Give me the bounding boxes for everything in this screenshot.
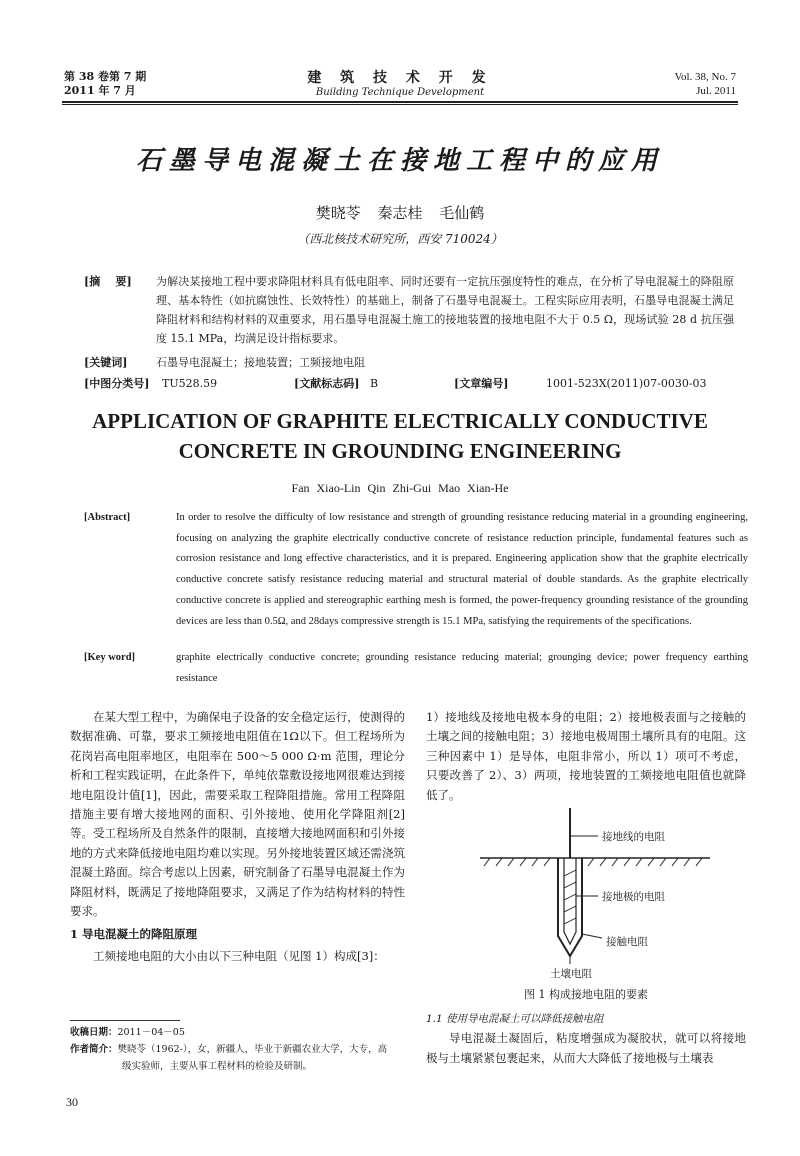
article-no-label: [文章编号] <box>454 377 509 390</box>
journal-name-en: Building Technique Development <box>315 87 485 98</box>
abstract-cn-label: [摘 要] <box>84 275 132 288</box>
clc-value: TU528.59 <box>162 377 218 390</box>
journal-issue-en <box>674 70 736 98</box>
footnote <box>70 1024 405 1075</box>
authors-en: Fan Xiao-Lin Qin Zhi-Gui Mao Xian-He <box>291 481 509 495</box>
page-number: 30 <box>66 1095 78 1109</box>
clc-label: [中图分类号] <box>84 377 150 390</box>
paper-title-en <box>0 406 800 466</box>
journal-volume-en: Vol. 38, No. 7 <box>674 71 736 83</box>
header-rule <box>62 101 738 103</box>
paper-title-cn: 石墨导电混凝土在接地工程中的应用 <box>135 146 664 176</box>
section1-paragraph: 工频接地电阻的大小由以下三种电阻（见图 1）构成[3]： <box>93 948 385 963</box>
author-bio-text: 樊晓苓（1962-），女，新疆人，毕业于新疆农业大学，大专，高 <box>117 1044 388 1055</box>
label-electrode-resistance: 接地极的电阻 <box>602 891 665 903</box>
journal-date: 2011 年 7 月 <box>64 84 136 97</box>
abstract-en-label: [Abstract] <box>84 512 131 523</box>
body-right-column <box>426 708 746 805</box>
label-soil-resistance: 土壤电阻 <box>550 968 592 980</box>
doc-code-label: [文献标志码] <box>294 377 360 390</box>
electrode-hatching <box>564 870 576 924</box>
grounding-diagram <box>470 806 720 986</box>
contact-arrow <box>582 934 602 938</box>
journal-volume: 第 38 卷第 7 期 <box>64 70 147 83</box>
keywords-cn-text: 石墨导电混凝土；接地装置；工频接地电阻 <box>156 356 365 369</box>
author-bio-label: 作者简介： <box>70 1044 118 1055</box>
keywords-cn-label: [关键词] <box>84 356 128 369</box>
label-wire-resistance: 接地线的电阻 <box>602 831 665 843</box>
subsection-paragraph: 导电混凝土凝固后，粘度增强成为凝胶状，就可以将接地极与土壤紧紧包裹起来，从而大大降低了接地极与土壤表 <box>426 1031 746 1065</box>
keywords-en-label: [Key word] <box>84 652 136 663</box>
header-rule-thin <box>62 104 738 105</box>
received-label: 收稿日期： <box>70 1027 118 1038</box>
journal-date-en: Jul. 2011 <box>696 85 736 97</box>
label-contact-resistance: 接触电阻 <box>606 936 648 948</box>
abstract-cn-text: 为解决某接地工程中要求降阻材料具有低电阻率、同时还要有一定抗压强度特性的难点，在分析了导电混凝土的降阻原理、基本特性（如抗腐蚀性、长效特性）的基础上，制备了石墨导电混凝土。工程实际应用表明，石墨导电混凝土满足降阻材料和结构材料的双重要求，用石墨导电混凝土施工的接地装置的接地电阻不大于 0.5 Ω，现场试验 28 d 抗压强度 15.1 MPa，均满足设计指标要求。 <box>156 275 734 345</box>
ground-hatching <box>484 858 702 866</box>
journal-name-cn: 建 筑 技 术 开 发 <box>307 70 493 86</box>
subsection-heading-1-1: 1.1 使用导电混凝土可以降低接触电阻 <box>426 1013 604 1025</box>
resistance-factors-paragraph: 1）接地线及接地电极本身的电阻；2）接地极表面与之接触的土壤之间的接触电阻；3）接地电极周围土壤所具有的电阻。这三种因素中 1）是导体，电阻非常小，所以 1）项可不考虑，只要改善了 2）、3）两项，接地装置的工频接地电阻值也就降低了。 <box>426 710 746 802</box>
keywords-en-text: graphite electrically conductive concrete; grounding resistance reducing material; grounging device; power frequency earthing resistance <box>176 652 748 684</box>
received-date <box>70 1024 405 1041</box>
figure-1 <box>470 806 720 986</box>
affiliation-cn: （西北核技术研究所，西安 710024） <box>297 232 503 246</box>
paper-title-en-line1: APPLICATION OF GRAPHITE ELECTRICALLY CONDUCTIVE <box>92 409 708 433</box>
figure-1-caption: 图 1 构成接地电阻的要素 <box>524 988 648 1001</box>
intro-paragraph: 在某大型工程中，为确保电子设备的安全稳定运行，使测得的数据准确、可靠，要求工频接地电阻值在1Ω以下。但工程场所为花岗岩高电阻率地区，电阻率在 500～5 000 Ω·m 范围，理论分析和工程实践证明，在此条件下，单纯依靠敷设接地网很难达到接地电阻设计值[1]，因此，需要采取工程降阻措施。常用工程降阻措施主要有增大接地网的面积、引外接地、使用化学降阻剂[2]等。受工程场所及自然条件的限制，直接增大接地网面积和引外接地的方式来降低接地电阻均难以实现。另外接地装置区域还需浇筑混凝土路面。综合考虑以上因素，研究制备了石墨导电混凝土作为降阻材料，既满足了接地降阻要求，又满足了作为结构材料的特性要求。 <box>70 710 405 919</box>
footnote-rule <box>70 1020 180 1021</box>
author-bio <box>70 1041 405 1058</box>
paper-title-en-line2: CONCRETE IN GROUNDING ENGINEERING <box>178 439 622 463</box>
article-no-value: 1001-523X(2011)07-0030-03 <box>546 377 707 390</box>
body-left-column <box>70 708 405 966</box>
section-heading-1: 1 导电混凝土的降阻原理 <box>70 927 198 942</box>
received-value: 2011－04－05 <box>117 1027 185 1038</box>
body-right-column-lower <box>426 1010 746 1068</box>
author-bio-continued: 级实验师，主要从事工程材料的检验及研制。 <box>122 1061 313 1072</box>
authors-cn: 樊晓苓 秦志桂 毛仙鹤 <box>315 204 485 222</box>
abstract-en-text: In order to resolve the difficulty of low resistance and strength of grounding resistance reducing material in a grounding engineering, focusing on analyzing the graphite electrically conductive concrete of resistance reduction principle, fundamental features such as corrosion resistance and long effective characteristics, and it is prepared. Engineering application show that the graphite electrically conductive concrete satisfy resistance reducing material and structural material of double standards. As the graphite electrically conductive concrete is applied and stereographic earthing mesh is formed, the power-frequency grounding resistance of the grounding devices are less than 0.5Ω, and 28days compressive strength is 15.1 MPa, satisfying the requirements of the specifications. <box>176 512 748 627</box>
doc-code-value: B <box>370 377 379 390</box>
